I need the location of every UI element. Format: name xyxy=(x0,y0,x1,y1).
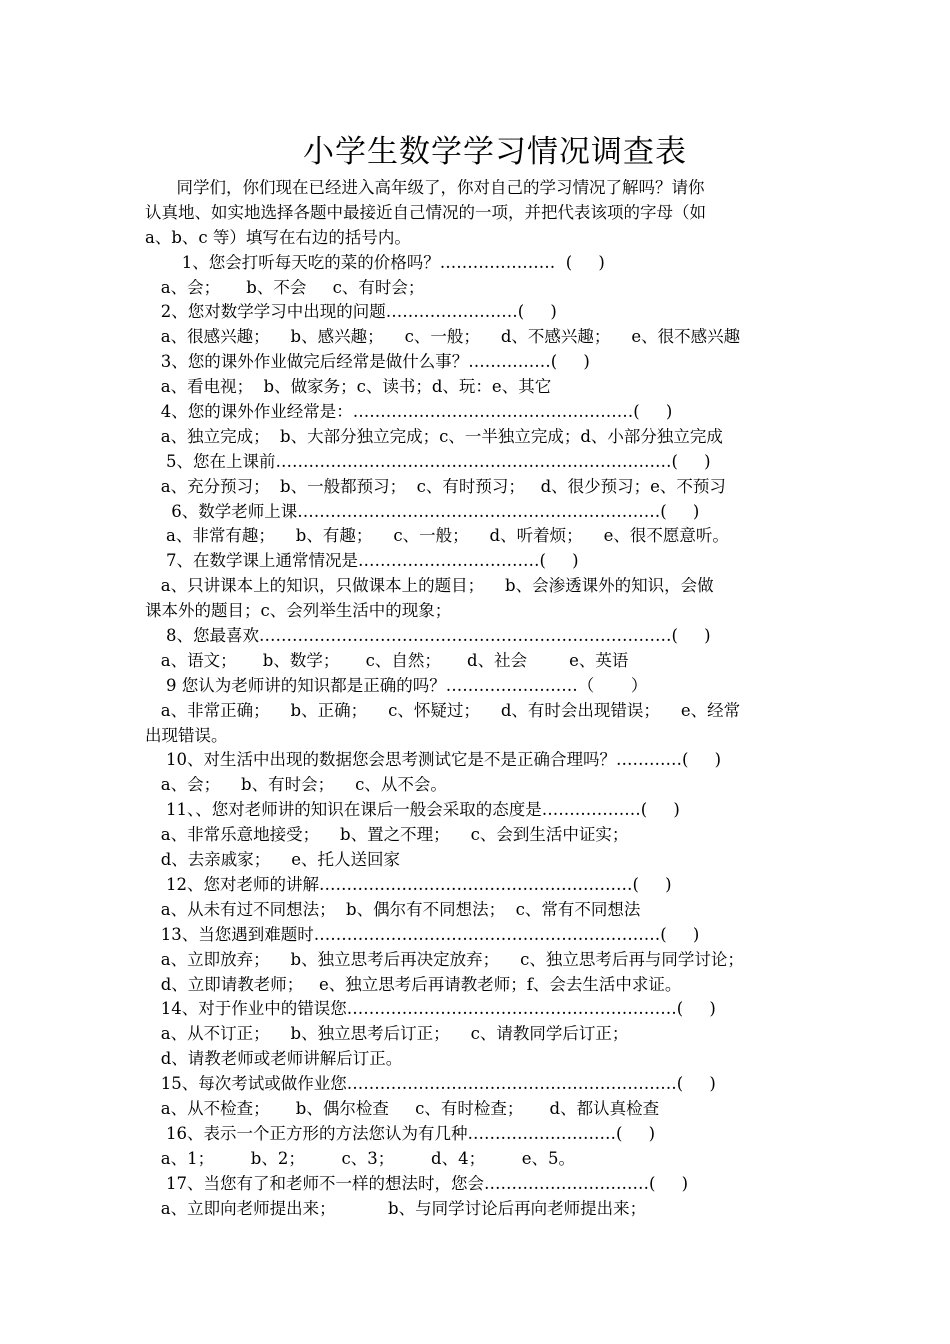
survey-line: a、充分预习； b、一般都预习； c、有时预习； d、很少预习；e、不预习 xyxy=(145,476,726,496)
survey-line: a、从不订正； b、独立思考后订正； c、请教同学后订正； xyxy=(145,1024,629,1044)
survey-line: 出现错误。 xyxy=(145,725,228,745)
survey-line: d、去亲戚家； e、托人送回家 xyxy=(145,850,401,870)
survey-line: 2、您对数学学习中出现的问题……………………( ) xyxy=(145,302,557,322)
survey-line: a、1； b、2； c、3； d、4； e、5。 xyxy=(145,1148,576,1168)
survey-body xyxy=(145,176,813,1221)
survey-line: 16、表示一个正方形的方法您认为有几种………………………( ) xyxy=(145,1123,656,1143)
survey-line: a、会； b、有时会； c、从不会。 xyxy=(145,775,447,795)
survey-line: a、独立完成； b、大部分独立完成；c、一半独立完成；d、小部分独立完成 xyxy=(145,426,723,446)
survey-line: 10、对生活中出现的数据您会思考测试它是不是正确合理吗？…………( ) xyxy=(145,750,722,770)
page-title: 小学生数学学习情况调查表 xyxy=(303,134,687,170)
survey-line: a、语文； b、数学； c、自然； d、社会 e、英语 xyxy=(145,650,629,670)
survey-line: a、非常有趣； b、有趣； c、一般； d、听着烦； e、很不愿意听。 xyxy=(145,526,729,546)
survey-line: 9 您认为老师讲的知识都是正确的吗？……………………（ ） xyxy=(145,675,648,695)
survey-line: a、b、c 等）填写在右边的括号内。 xyxy=(145,227,411,247)
survey-line: a、很感兴趣； b、感兴趣； c、一般； d、不感兴趣； e、很不感兴趣 xyxy=(145,327,741,347)
survey-line: d、立即请教老师； e、独立思考后再请教老师；f、会去生活中求证。 xyxy=(145,974,682,994)
survey-line: a、从未有过不同想法； b、偶尔有不同想法； c、常有不同想法 xyxy=(145,899,641,919)
survey-line: a、会； b、不会 c、有时会； xyxy=(145,277,425,297)
survey-line: 17、当您有了和老师不一样的想法时，您会…………………………( ) xyxy=(145,1173,689,1193)
survey-line: a、只讲课本上的知识，只做课本上的题目； b、会渗透课外的知识，会做 xyxy=(145,576,714,596)
survey-line: a、非常正确； b、正确； c、怀疑过； d、有时会出现错误； e、经常 xyxy=(145,700,741,720)
survey-line: 13、当您遇到难题时………………………………………………………( ) xyxy=(145,924,700,944)
survey-line: 8、您最喜欢…………………………………………………………………( ) xyxy=(145,626,711,646)
survey-line: a、看电视； b、做家务；c、读书；d、玩：e、其它 xyxy=(145,377,552,397)
survey-line: 7、在数学课上通常情况是……………………………( ) xyxy=(145,551,579,571)
survey-line: 认真地、如实地选择各题中最接近自己情况的一项，并把代表该项的字母（如 xyxy=(145,202,706,222)
survey-line: 6、数学老师上课…………………………………………………………( ) xyxy=(145,501,700,521)
survey-line: d、请教老师或老师讲解后订正。 xyxy=(145,1049,403,1069)
survey-line: 14、对于作业中的错误您……………………………………………………( ) xyxy=(145,999,716,1019)
survey-line: 1、您会打听每天吃的菜的价格吗？………………… ( ) xyxy=(145,252,605,272)
survey-line: 11、、您对老师讲的知识在课后一般会采取的态度是………………( ) xyxy=(145,800,680,820)
survey-line: 12、您对老师的讲解…………………………………………………( ) xyxy=(145,874,672,894)
survey-line: 15、每次考试或做作业您……………………………………………………( ) xyxy=(145,1074,716,1094)
survey-line: a、从不检查； b、偶尔检查 c、有时检查； d、都认真检查 xyxy=(145,1098,660,1118)
survey-line: a、非常乐意地接受； b、置之不理； c、会到生活中证实； xyxy=(145,825,629,845)
survey-line: 5、您在上课前………………………………………………………………( ) xyxy=(145,451,711,471)
survey-line: 同学们，你们现在已经进入高年级了，你对自己的学习情况了解吗？请你 xyxy=(145,178,705,197)
survey-line: 课本外的题目；c、会列举生活中的现象； xyxy=(145,601,452,621)
survey-line: a、立即放弃； b、独立思考后再决定放弃； c、独立思考后再与同学讨论； xyxy=(145,949,744,969)
survey-line: 4、您的课外作业经常是：……………………………………………( ) xyxy=(145,402,673,422)
survey-line: 3、您的课外作业做完后经常是做什么事？……………( ) xyxy=(145,352,590,372)
survey-line: a、立即向老师提出来； b、与同学讨论后再向老师提出来； xyxy=(145,1198,647,1218)
